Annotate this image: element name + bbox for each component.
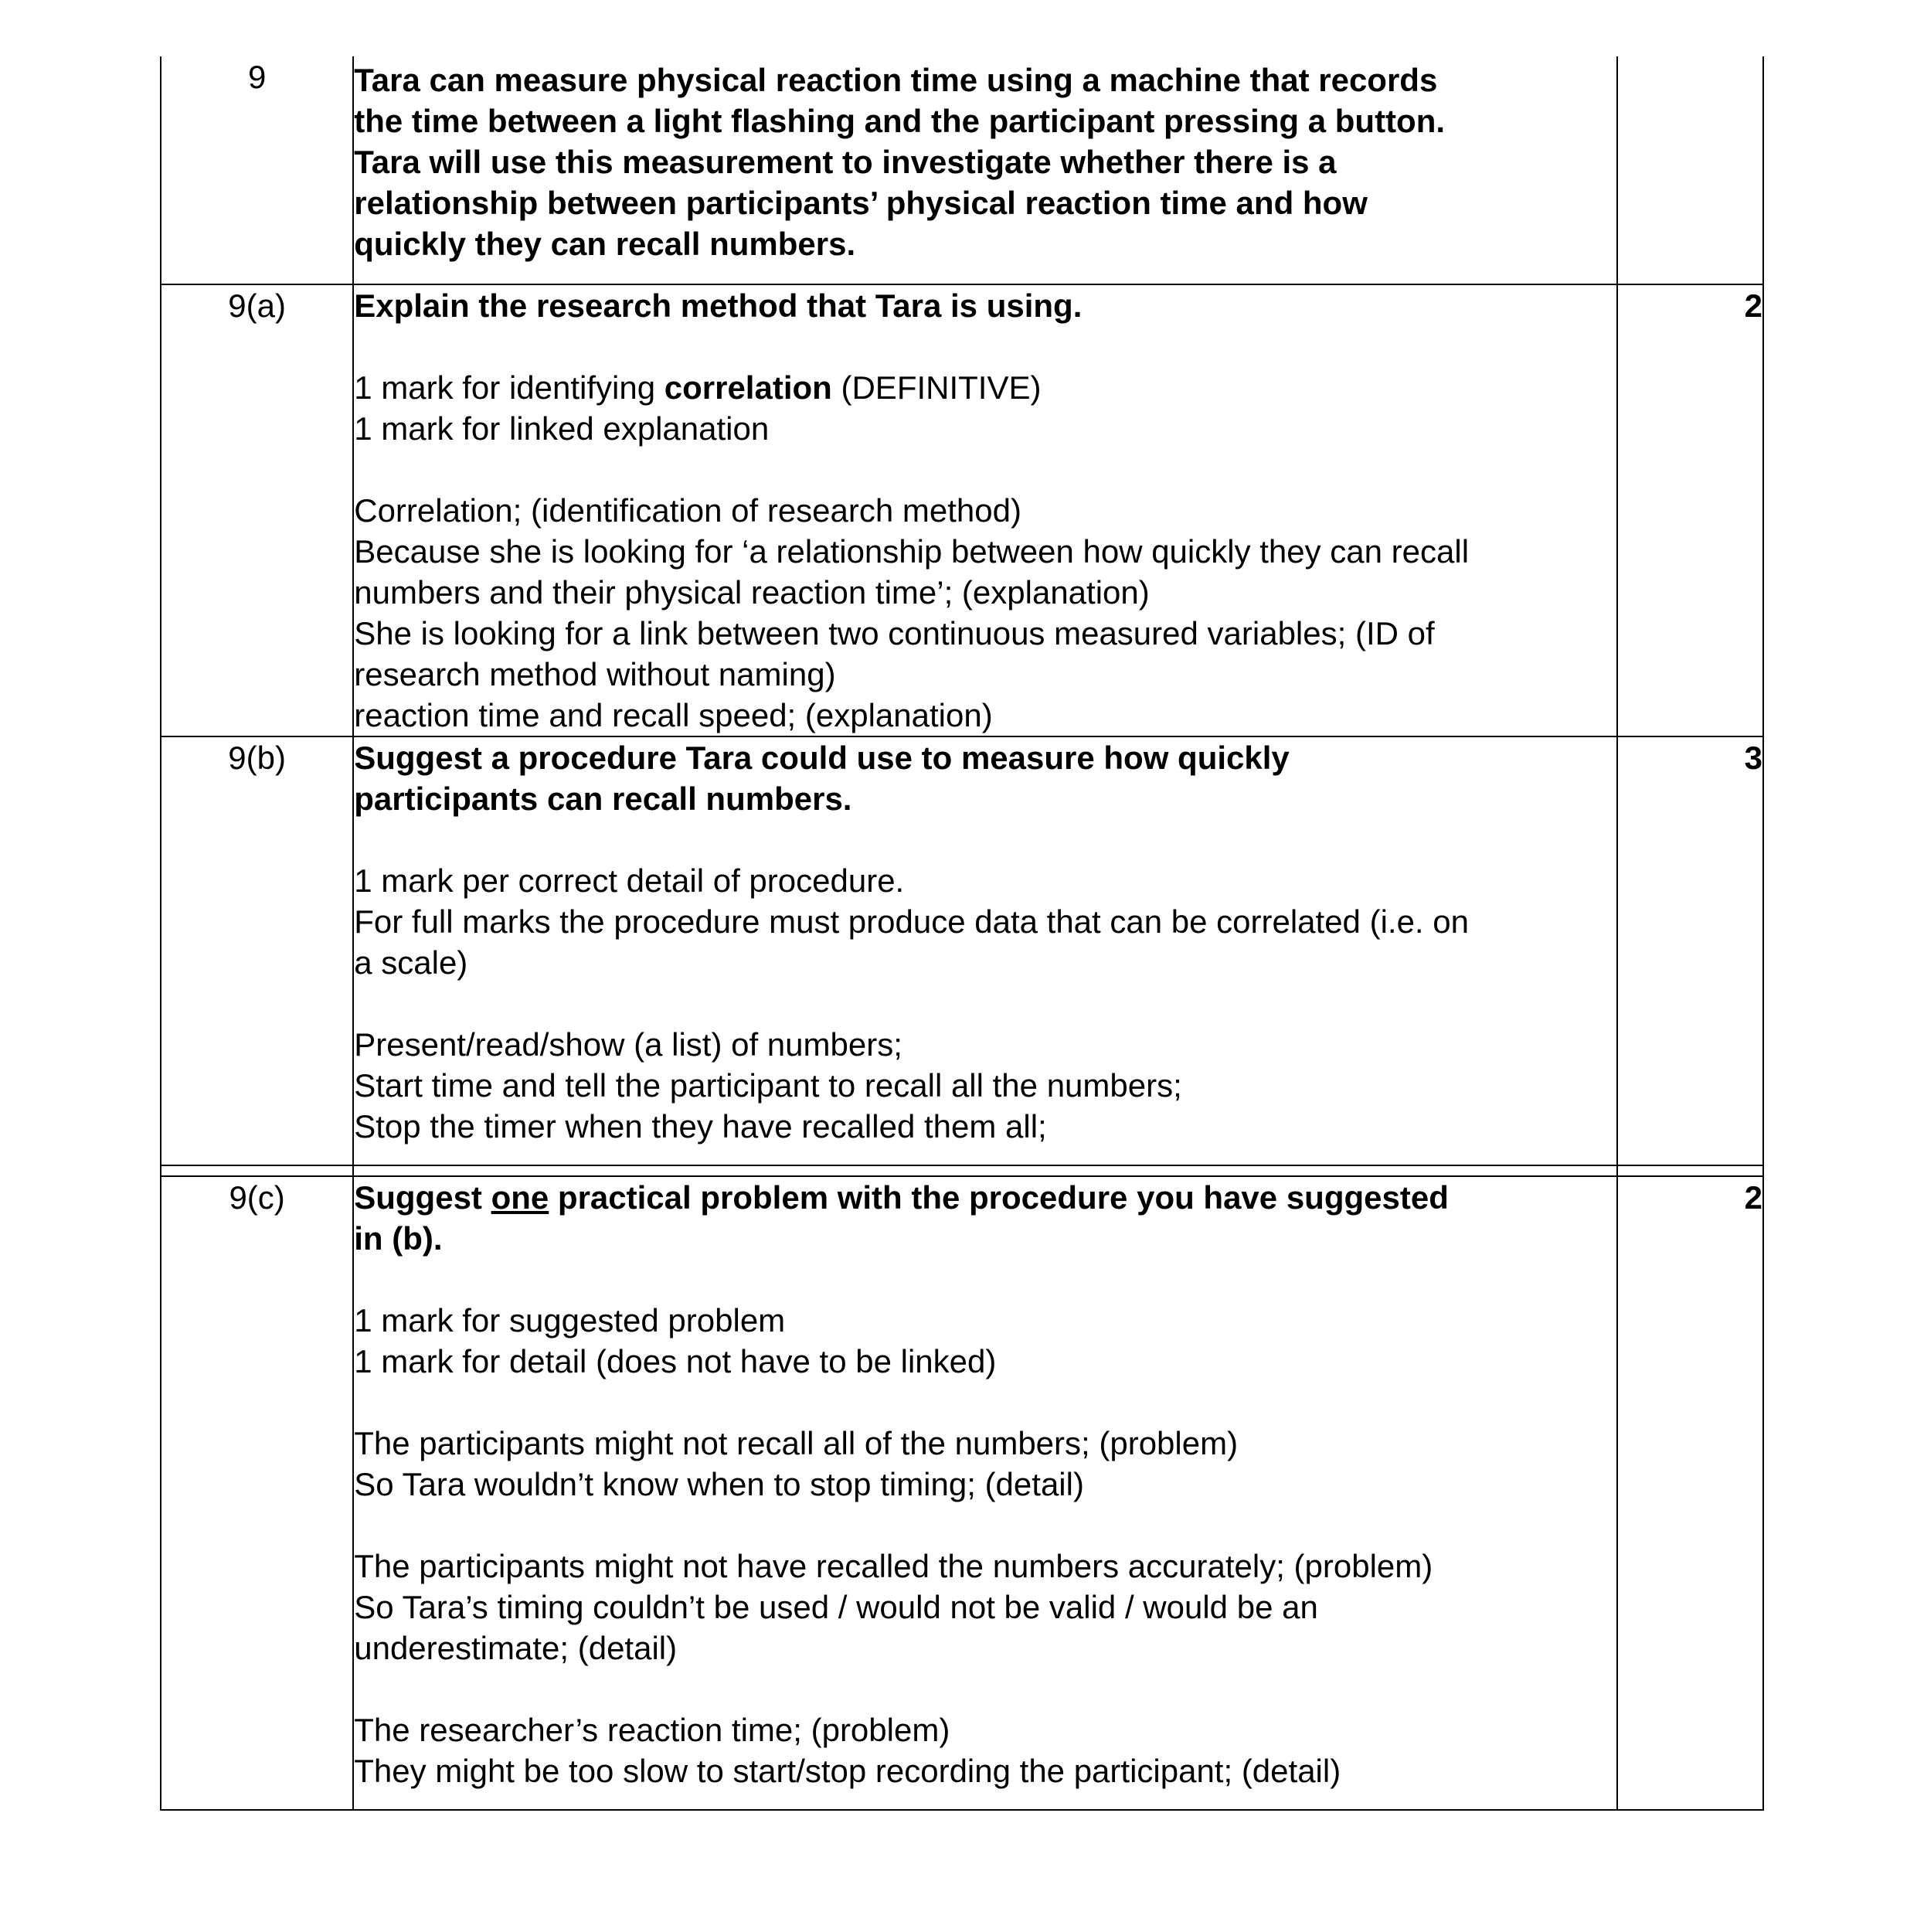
- answer-line: So Tara wouldn’t know when to stop timing; (detail): [354, 1466, 1084, 1502]
- guidance-line: 1 mark for linked explanation: [354, 410, 770, 447]
- answer-cell: [353, 284, 1617, 736]
- stem-line: Tara will use this measurement to investigate whether there is a: [354, 144, 1337, 180]
- answer-line: Stop the timer when they have recalled them all;: [354, 1108, 1047, 1145]
- question-text: Suggest a procedure Tara could use to measure how quickly: [354, 740, 1290, 776]
- answer-line: Start time and tell the participant to recall all the numbers;: [354, 1067, 1182, 1104]
- answer-line: The participants might not have recalled the numbers accurately; (problem): [354, 1548, 1433, 1584]
- key-term: correlation: [664, 369, 832, 406]
- stem-line: the time between a light flashing and the participant pressing a button.: [354, 103, 1446, 139]
- answer-line: They might be too slow to start/stop recording the participant; (detail): [354, 1753, 1341, 1789]
- answer-line: Correlation; (identification of research method): [354, 492, 1021, 529]
- page-break-divider: [161, 1165, 1763, 1176]
- question-number: 9(a): [161, 284, 353, 736]
- guidance-line: 1 mark for identifying correlation (DEFINITIVE): [354, 369, 1042, 406]
- stem-line: Tara can measure physical reaction time using a machine that records: [354, 62, 1438, 98]
- answer-cell: [353, 1176, 1617, 1810]
- answer-line: reaction time and recall speed; (explanation): [354, 697, 993, 733]
- answer-line: Present/read/show (a list) of numbers;: [354, 1026, 902, 1063]
- question-stem: [353, 56, 1617, 284]
- marks-value: 2: [1617, 284, 1763, 736]
- answer-line: Because she is looking for ‘a relationship between how quickly they can recall: [354, 533, 1470, 570]
- question-text: Suggest one practical problem with the procedure you have suggested: [354, 1179, 1449, 1216]
- mark-scheme-table: [160, 56, 1764, 1811]
- stem-line: quickly they can recall numbers.: [354, 226, 856, 262]
- marks-value: 2: [1617, 1176, 1763, 1810]
- question-number: 9: [161, 56, 353, 284]
- stem-line: relationship between participants’ physical reaction time and how: [354, 185, 1368, 221]
- question-9b-row: [161, 736, 1763, 1165]
- question-text: Explain the research method that Tara is using.: [354, 287, 1083, 324]
- question-text: participants can recall numbers.: [354, 781, 852, 817]
- answer-line: The researcher’s reaction time; (problem): [354, 1712, 950, 1748]
- guidance-line: a scale): [354, 944, 468, 981]
- question-9a-row: [161, 284, 1763, 736]
- guidance-line: 1 mark for detail (does not have to be linked): [354, 1343, 997, 1379]
- answer-cell: [353, 736, 1617, 1165]
- answer-line: The participants might not recall all of the numbers; (problem): [354, 1425, 1239, 1461]
- guidance-line: For full marks the procedure must produce data that can be correlated (i.e. on: [354, 903, 1469, 940]
- answer-line: research method without naming): [354, 656, 836, 692]
- question-number: 9(b): [161, 736, 353, 1165]
- question-text: in (b).: [354, 1220, 443, 1257]
- answer-line: numbers and their physical reaction time’; (explanation): [354, 574, 1150, 611]
- marks-cell: [1617, 56, 1763, 284]
- guidance-line: 1 mark per correct detail of procedure.: [354, 862, 905, 899]
- answer-line: So Tara’s timing couldn’t be used / would not be valid / would be an: [354, 1589, 1318, 1625]
- answer-line: She is looking for a link between two continuous measured variables; (ID of: [354, 615, 1435, 651]
- answer-line: underestimate; (detail): [354, 1630, 678, 1666]
- question-number: 9(c): [161, 1176, 353, 1810]
- guidance-line: 1 mark for suggested problem: [354, 1302, 786, 1338]
- question-9c-row: [161, 1176, 1763, 1810]
- question-9-row: [161, 56, 1763, 284]
- marks-value: 3: [1617, 736, 1763, 1165]
- underlined-word: one: [491, 1179, 549, 1216]
